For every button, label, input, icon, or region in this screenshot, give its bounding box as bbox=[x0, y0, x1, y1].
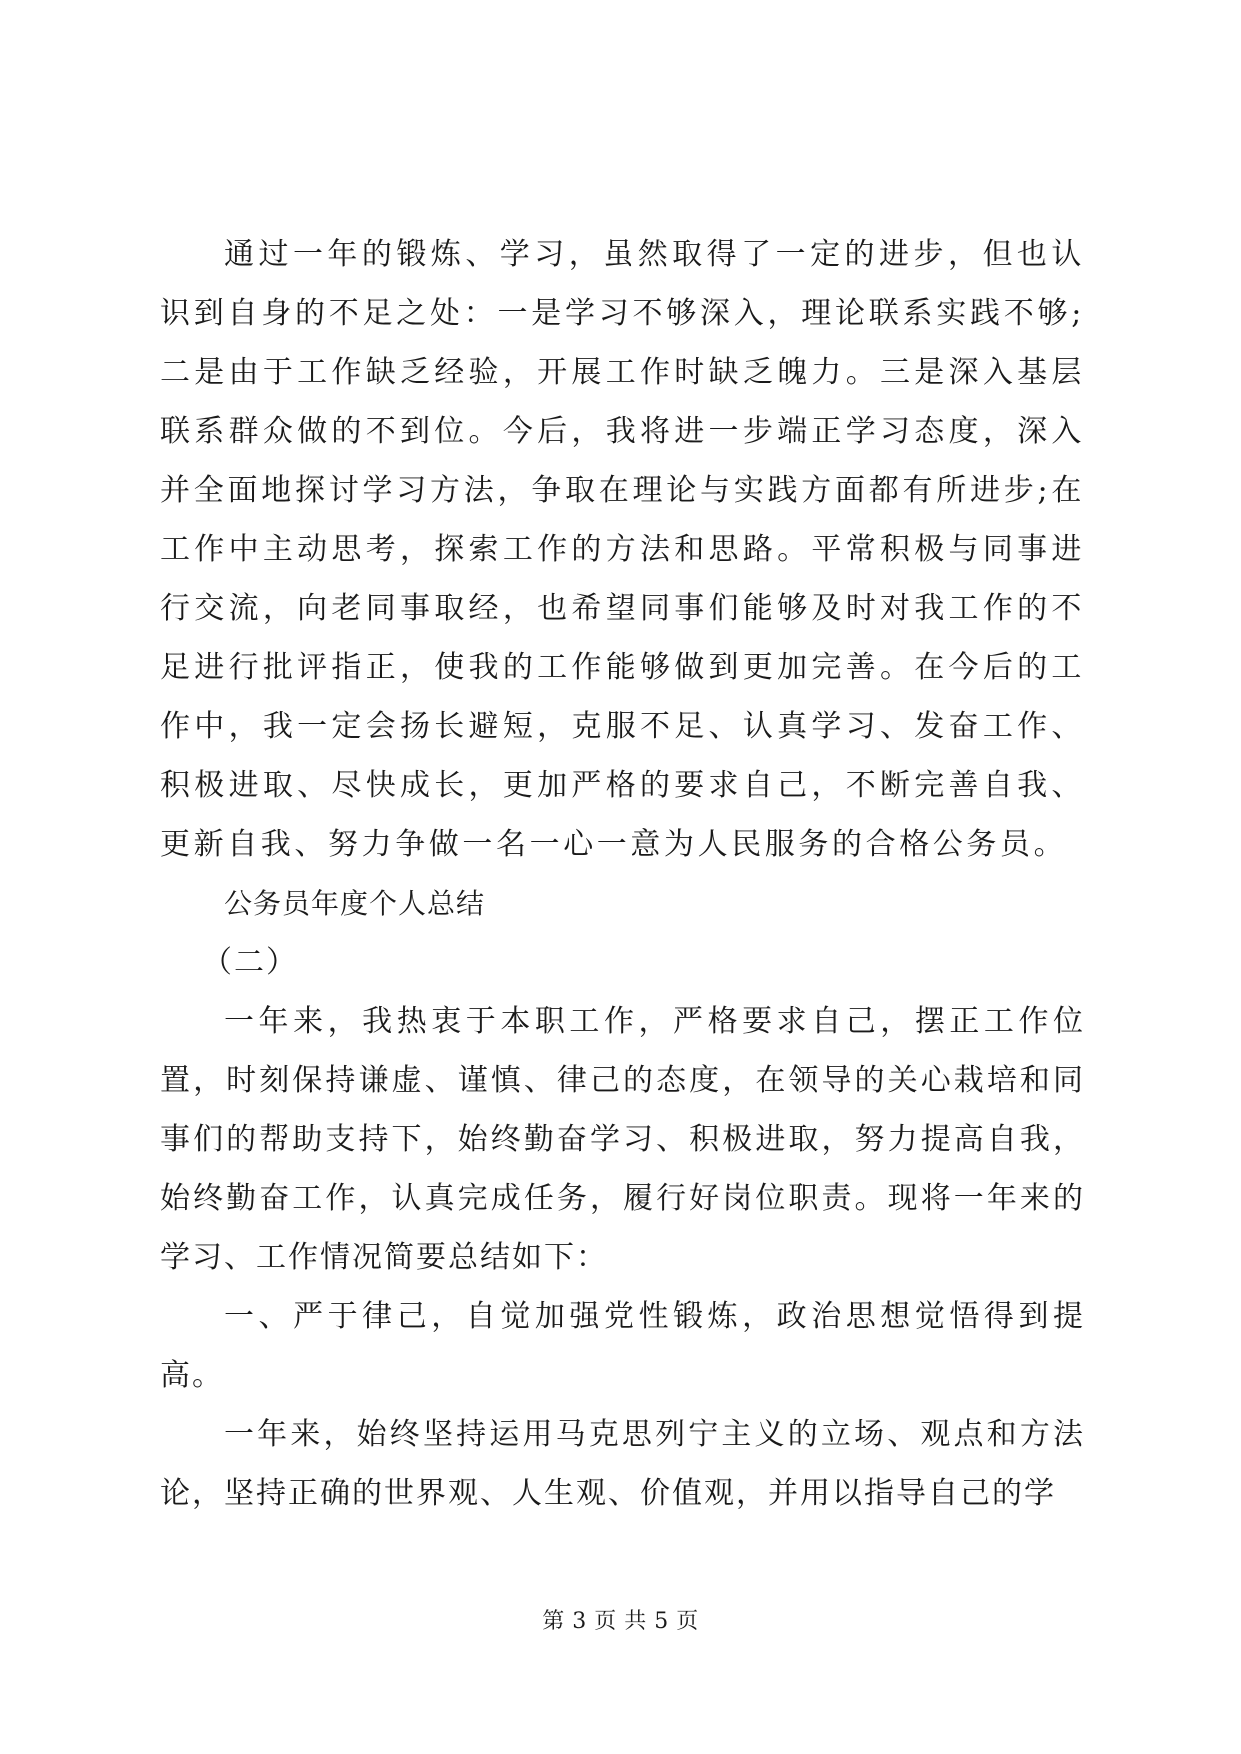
section-number: （二） bbox=[202, 945, 298, 980]
page-number-footer: 第 3 页 共 5 页 bbox=[542, 1609, 699, 1634]
paragraph-intro: 一年来，我热衷于本职工作，严格要求自己，摆正工作位置，时刻保持谦虚、谨慎、律己的态度，在领导的关心栽培和同事们的帮助支持下，始终勤奋学习、积极进取，努力提高自我，始终勤奋工作，认真完成任务，履行好岗位职责。现将一年来的学习、工作情况简要总结如下： bbox=[160, 1004, 1085, 1275]
document-body bbox=[160, 225, 1085, 1523]
section-title: 公务员年度个人总结 bbox=[224, 887, 486, 920]
paragraph-point-one-body: 一年来，始终坚持运用马克思列宁主义的立场、观点和方法论，坚持正确的世界观、人生观、价值观，并用以指导自己的学 bbox=[160, 1417, 1085, 1511]
paragraph-shortcomings: 通过一年的锻炼、学习，虽然取得了一定的进步，但也认识到自身的不足之处：一是学习不够深入，理论联系实践不够;二是由于工作缺乏经验，开展工作时缺乏魄力。三是深入基层联系群众做的不到位。今后，我将进一步端正学习态度，深入并全面地探讨学习方法，争取在理论与实践方面都有所进步;在工作中主动思考，探索工作的方法和思路。平常积极与同事进行交流，向老同事取经，也希望同事们能够及时对我工作的不足进行批评指正，使我的工作能够做到更加完善。在今后的工作中，我一定会扬长避短，克服不足、认真学习、发奋工作、积极进取、尽快成长，更加严格的要求自己，不断完善自我、更新自我、努力争做一名一心一意为人民服务的合格公务员。 bbox=[160, 237, 1085, 862]
paragraph-point-one-heading: 一、严于律己，自觉加强党性锻炼，政治思想觉悟得到提高。 bbox=[160, 1299, 1085, 1393]
